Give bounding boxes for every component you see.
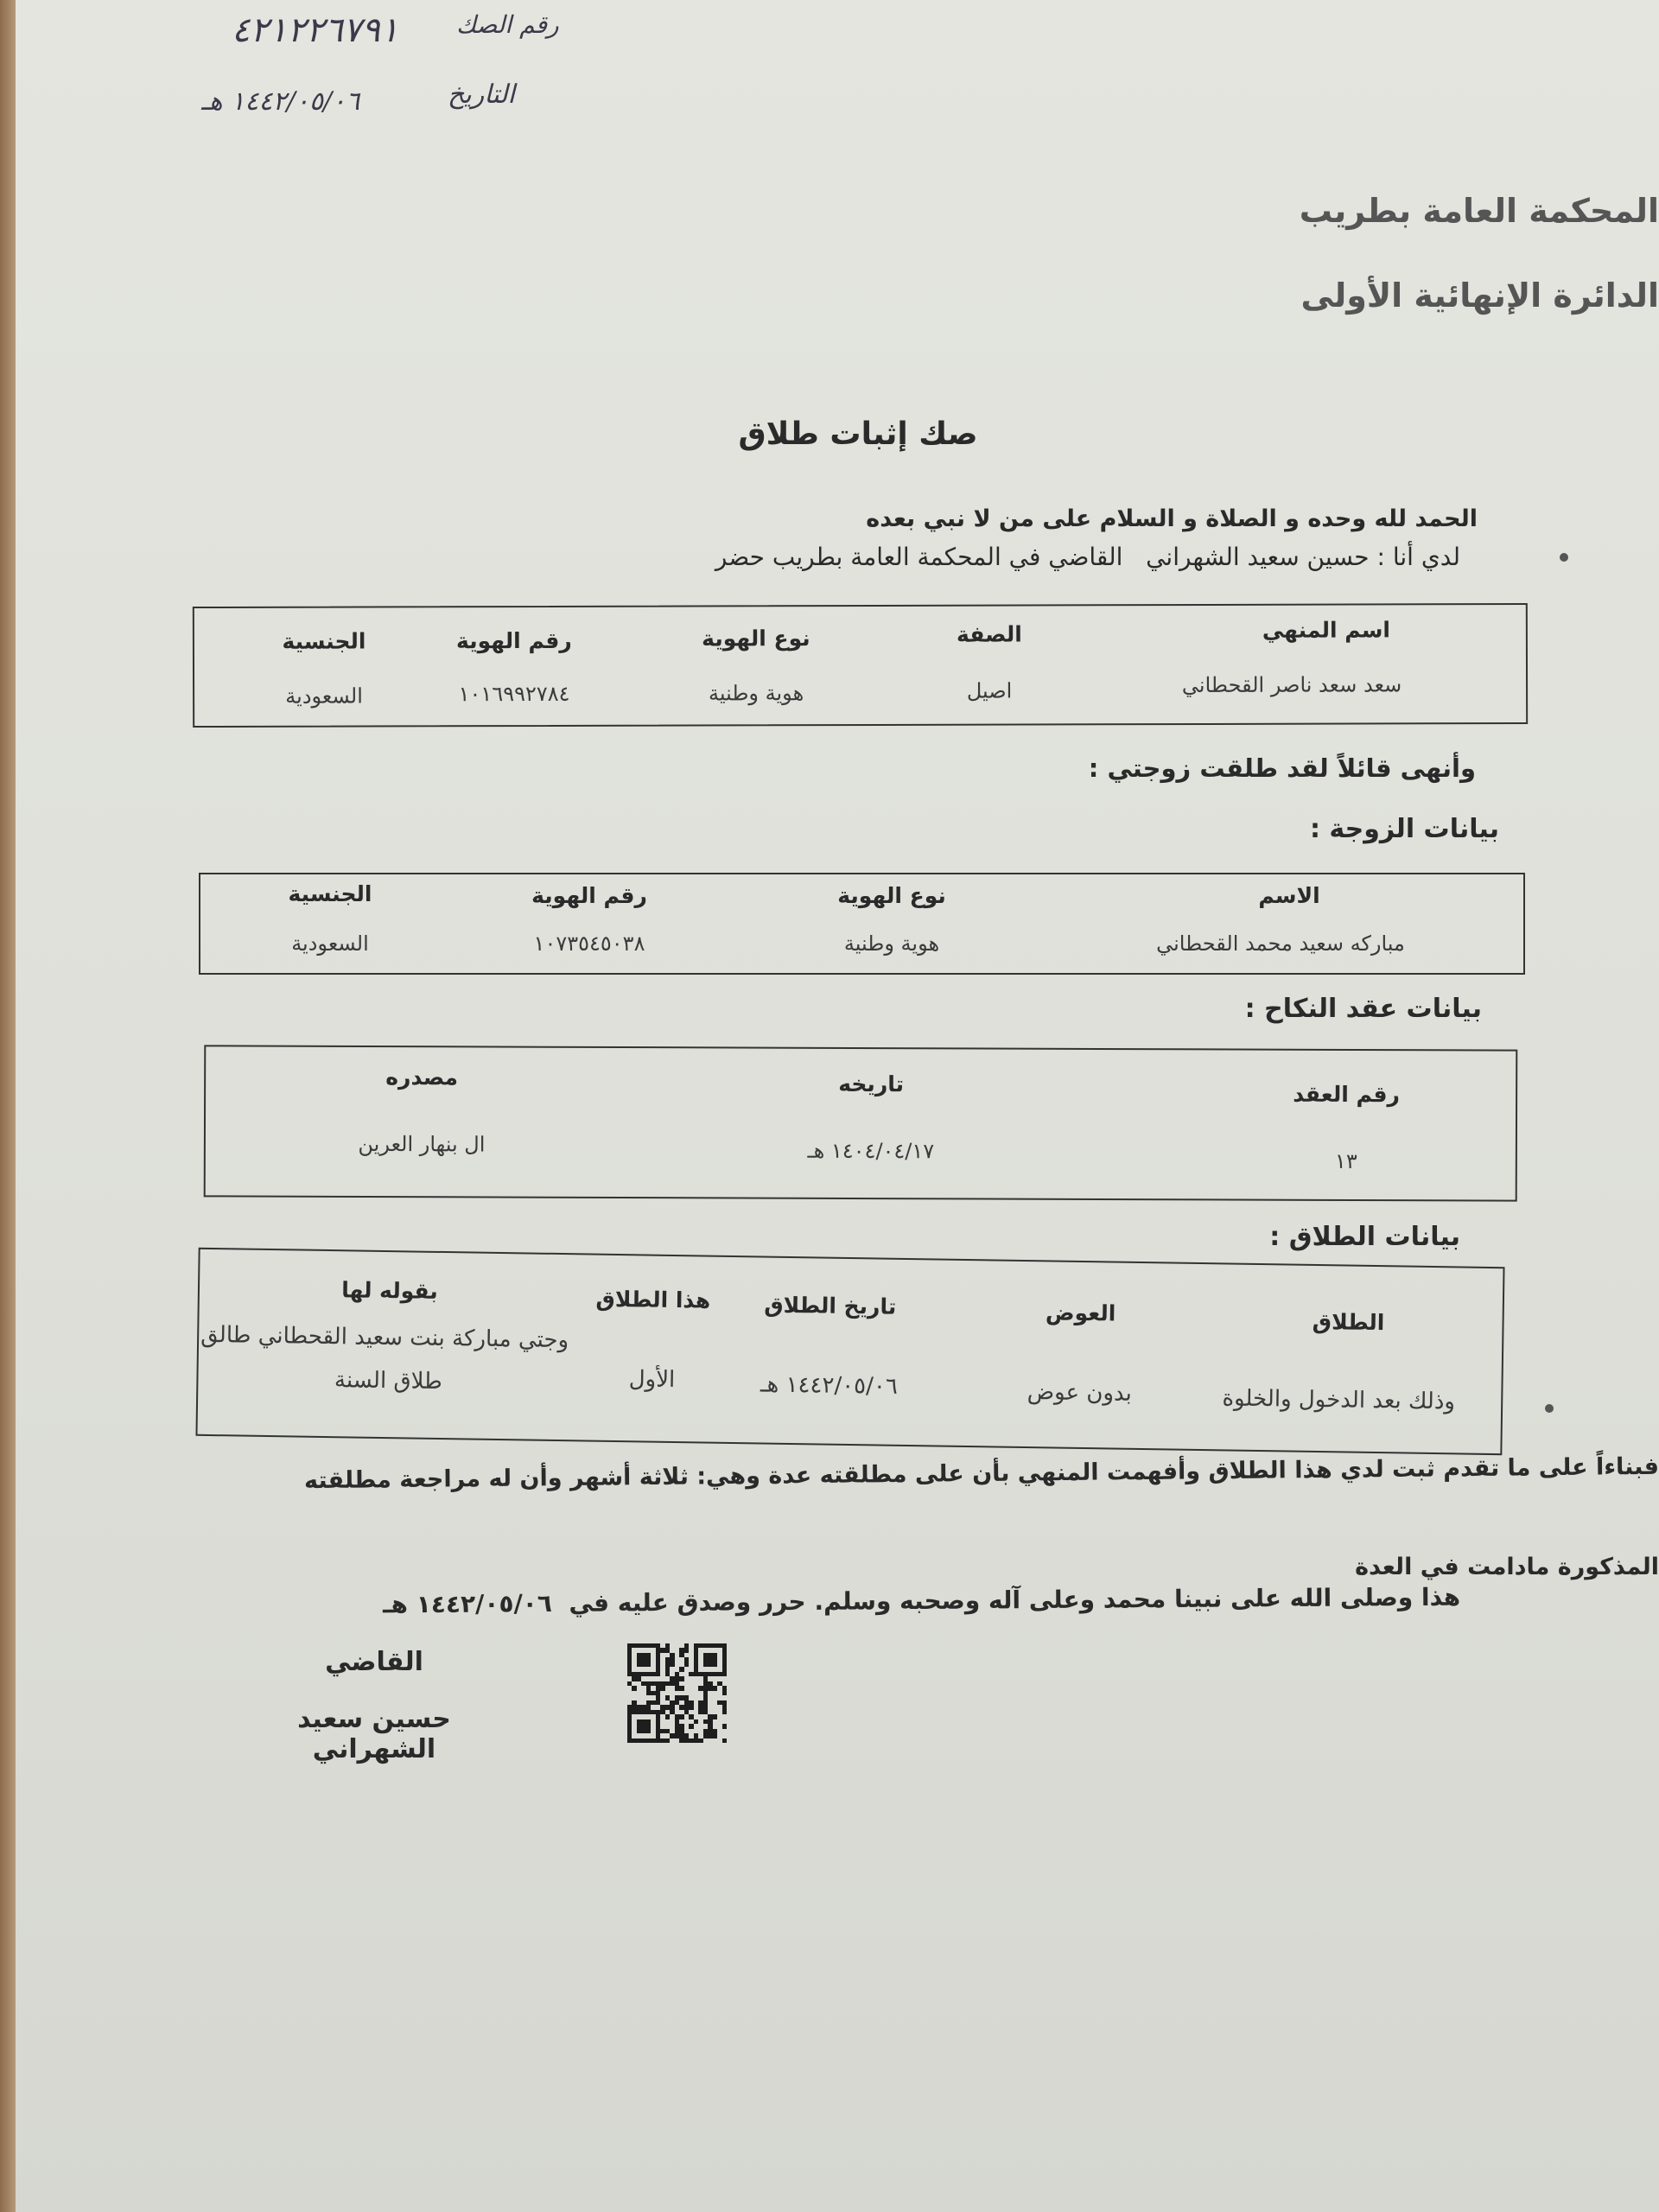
table-cell: سعد سعد ناصر القحطاني xyxy=(1181,672,1402,698)
table-cell: طلاق السنة xyxy=(334,1367,443,1395)
table-cell: السعودية xyxy=(291,931,369,956)
paper-edge xyxy=(0,0,16,2212)
conclusion-line-3: هذا وصلى الله على نبينا محمد وعلى آله وصحبه وسلم. حرر وصدق عليه في ١٤٤٢/٠٥/٠٦ هـ xyxy=(382,1582,1461,1619)
table-cell: وذلك بعد الدخول والخلوة xyxy=(1222,1385,1456,1415)
date-label: التاريخ xyxy=(448,79,515,110)
table-header: رقم الهوية xyxy=(455,627,572,654)
date-value: ١٤٤٢/٠٥/٠٦ هـ xyxy=(201,86,360,117)
table-cell: هوية وطنية xyxy=(708,681,804,706)
bullet-dot xyxy=(1545,1404,1554,1413)
intro-line-1: الحمد لله وحده و الصلاة و السلام على من لا نبي بعده xyxy=(866,505,1478,532)
contract-table xyxy=(204,1045,1518,1201)
table-header: بقوله لها xyxy=(340,1277,438,1304)
conclusion-line-1: فبناءاً على ما تقدم ثبت لدي هذا الطلاق وأفهمت المنهي بأن على مطلقته عدة وهي: ثلاثة أشهر وأن له مراجعة مطلقته xyxy=(303,1452,1659,1495)
table-header: نوع الهوية xyxy=(837,883,946,908)
table-header: العوض xyxy=(1045,1300,1116,1326)
contract-section-title: بيانات عقد النكاح : xyxy=(1244,994,1482,1024)
table-header: الجنسية xyxy=(282,628,366,654)
judge-name: حسين سعيد الشهراني xyxy=(297,1704,451,1764)
judge-title: القاضي xyxy=(325,1647,423,1677)
table-cell: ١٤٤٢/٠٥/٠٦ هـ xyxy=(760,1371,899,1400)
table-header: الاسم xyxy=(1258,883,1320,908)
table-cell: الأول xyxy=(628,1366,676,1393)
wife-table xyxy=(199,873,1525,975)
table-header: الجنسية xyxy=(288,881,372,906)
table-header: الطلاق xyxy=(1312,1308,1385,1336)
table-cell: ١٠٧٣٥٤٥٠٣٨ xyxy=(533,931,645,956)
record-number: ٤٢١٢٢٦٧٩١ xyxy=(232,10,399,50)
table-header: تاريخه xyxy=(838,1071,905,1097)
table-header: الصفة xyxy=(956,621,1022,647)
table-cell: مباركه سعيد محمد القحطاني xyxy=(1156,931,1405,956)
table-header: نوع الهوية xyxy=(702,626,810,652)
table-header: رقم العقد xyxy=(1293,1081,1400,1108)
table-cell: ١٣ xyxy=(1334,1148,1357,1174)
bullet-dot xyxy=(1560,553,1568,562)
table-header: مصدره xyxy=(385,1065,459,1090)
qr-code xyxy=(627,1643,727,1743)
table-cell: ١٤٠٤/٠٤/١٧ هـ xyxy=(807,1138,935,1164)
table-cell: هوية وطنية xyxy=(843,931,940,956)
circuit-name: الدائرة الإنهائية الأولى xyxy=(1300,276,1659,315)
table-header: هذا الطلاق xyxy=(595,1286,711,1313)
table-cell: اصيل xyxy=(966,678,1013,703)
divorce-table xyxy=(195,1248,1504,1455)
table-cell: بدون عوض xyxy=(1027,1379,1133,1407)
table-cell: ال بنهار العرين xyxy=(358,1131,486,1157)
conclusion-line-2: المذكورة مادامت في العدة xyxy=(1355,1554,1659,1580)
table-header: اسم المنهي xyxy=(1262,617,1391,643)
wife-section-title: بيانات الزوجة : xyxy=(1309,814,1499,844)
table-header: تاريخ الطلاق xyxy=(764,1292,897,1319)
table-header: رقم الهوية xyxy=(531,883,647,908)
table-cell: ١٠١٦٩٩٢٧٨٤ xyxy=(458,681,570,707)
table-cell: السعودية xyxy=(285,683,363,709)
record-label: رقم الصك xyxy=(456,10,559,39)
statement: وأنهى قائلاً لقد طلقت زوجتي : xyxy=(1088,753,1476,783)
document-page xyxy=(16,0,1659,2212)
intro-line-2: لدي أنا : حسين سعيد الشهراني القاضي في المحكمة العامة بطريب حضر xyxy=(715,543,1460,571)
document-title: صك إثبات طلاق xyxy=(738,416,978,452)
petitioner-table xyxy=(193,603,1528,728)
table-cell: وجتي مباركة بنت سعيد القحطاني طالق xyxy=(200,1321,569,1354)
divorce-section-title: بيانات الطلاق : xyxy=(1269,1222,1460,1252)
court-name: المحكمة العامة بطريب xyxy=(1299,192,1659,230)
